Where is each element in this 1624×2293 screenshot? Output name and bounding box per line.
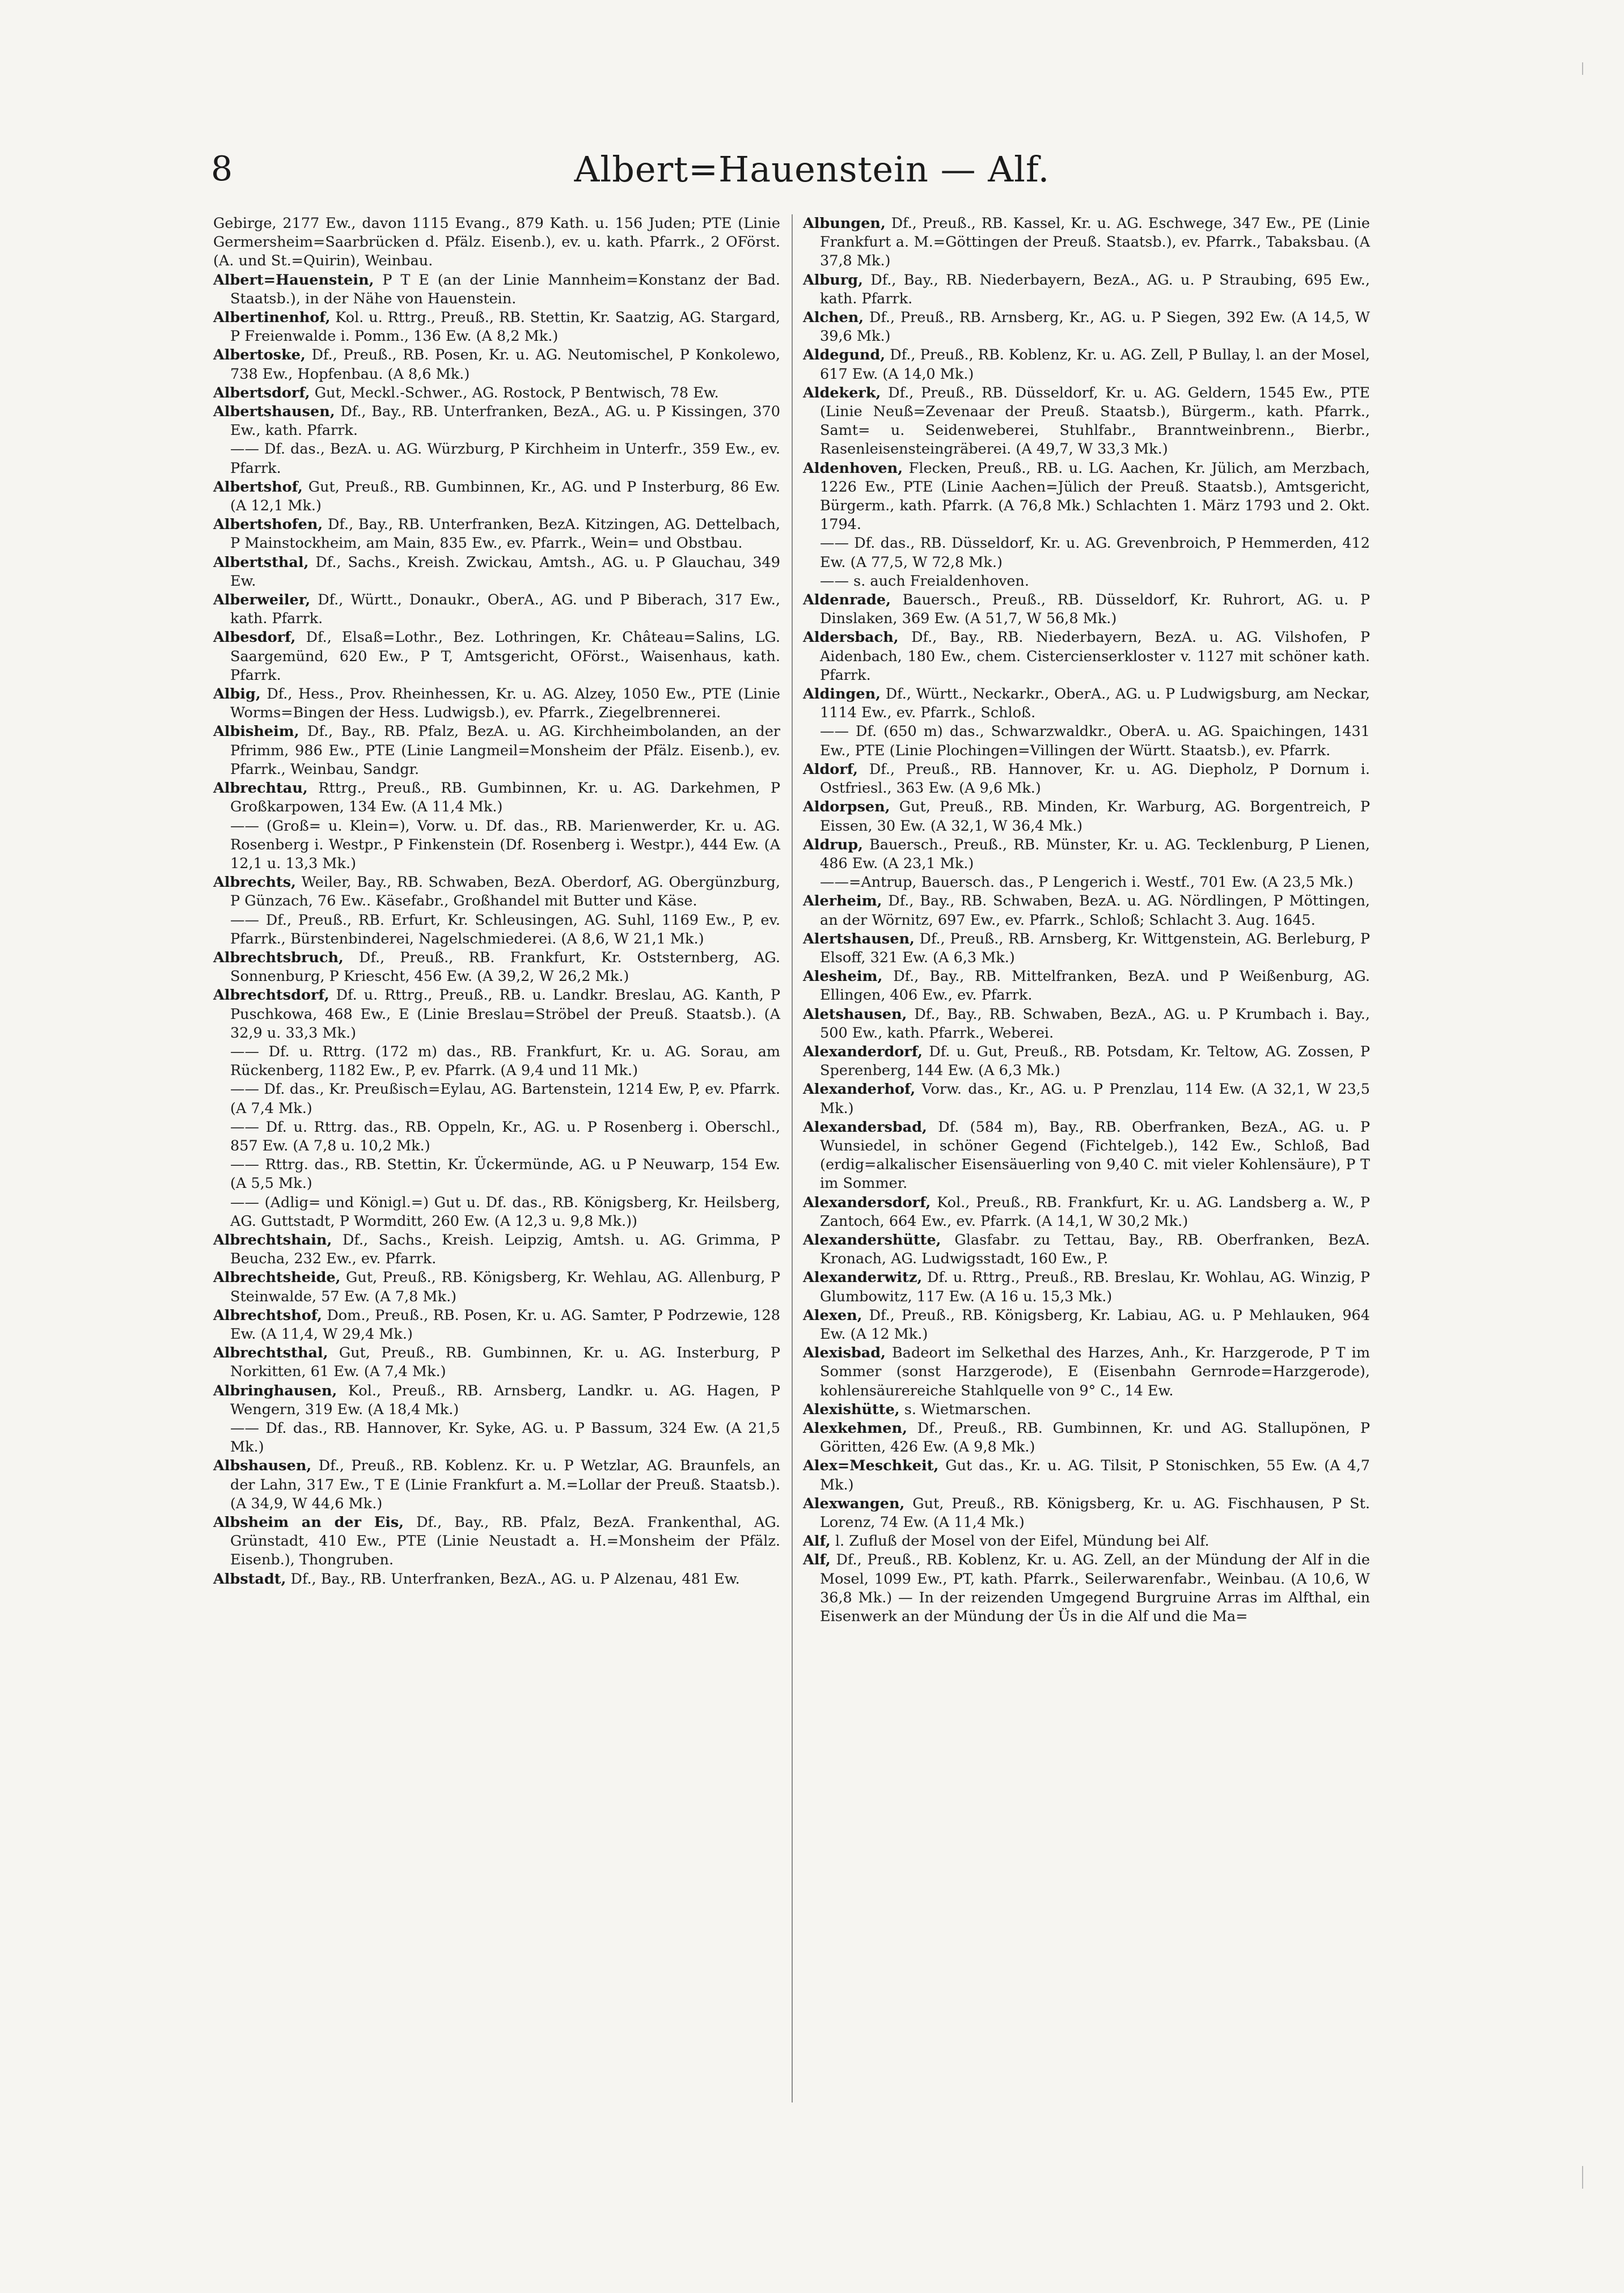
entry-headword: Albertshofen, xyxy=(213,516,323,534)
dictionary-entry xyxy=(213,1156,780,1193)
entry-headword: Albert=Hauenstein, xyxy=(213,271,374,289)
dictionary-entry xyxy=(803,798,1370,835)
dictionary-entry xyxy=(803,1118,1370,1194)
entry-text: P T E (an der Linie Mannheim=Konstanz der Bad. Staatsb.), in der Nähe von Hauenstein. xyxy=(230,271,780,307)
entry-headword: Alexanderdorf, xyxy=(803,1043,923,1060)
dictionary-entry xyxy=(213,1080,780,1118)
entry-text: Bauersch., Preuß., RB. Düsseldorf, Kr. Ruhrort, AG. u. P Dinslaken, 369 Ew. (A 51,7, W 56,8 Mk.) xyxy=(820,591,1370,628)
dictionary-entry xyxy=(213,1570,780,1589)
dictionary-entry xyxy=(213,1382,780,1419)
entry-headword: Alexkehmen, xyxy=(803,1420,907,1437)
dictionary-entry xyxy=(803,1005,1370,1043)
entry-headword: Alexwangen, xyxy=(803,1495,905,1512)
entry-headword: Aldenhoven, xyxy=(803,459,903,477)
entry-text: Df., Bay., RB. Pfalz, BezA. Frankenthal, AG. Grünstadt, 410 Ew., PTE (Linie Neustadt a. H.=Monsheim der Pfälz. Eisenb.), Thongruben. xyxy=(230,1514,780,1569)
dictionary-entry xyxy=(803,346,1370,383)
entry-headword: Alburg, xyxy=(803,271,863,289)
entry-text: —— Df. u. Rttrg. das., RB. Oppeln, Kr., AG. u. P Rosenberg i. Oberschl., 857 Ew. (A 7,8 u. 10,2 Mk.) xyxy=(230,1118,780,1154)
entry-text: —— (Adlig= und Königl.=) Gut u. Df. das., RB. Königsberg, Kr. Heilsberg, AG. Guttstadt, P Wormditt, 260 Ew. (A 12,3 u. 9,8 Mk.)) xyxy=(230,1194,780,1230)
entry-headword: Albertsthal, xyxy=(213,553,309,571)
entry-headword: Alchen, xyxy=(803,309,864,327)
entry-text: Df., Bay., RB. Schwaben, BezA., AG. u. P Krumbach i. Bay., 500 Ew., kath. Pfarrk., Weberei. xyxy=(820,1005,1370,1042)
entry-headword: Aldegund, xyxy=(803,346,886,364)
entry-headword: Alf, xyxy=(803,1533,831,1550)
entry-text: Gut, Preuß., RB. Königsberg, Kr. u. AG. Fischhausen, P St. Lorenz, 74 Ew. (A 11,4 Mk.) xyxy=(820,1495,1370,1532)
dictionary-entry xyxy=(213,308,780,346)
entry-text: Df., Preuß., RB. Arnsberg, Kr., AG. u. P Siegen, 392 Ew. (A 14,5, W 39,6 Mk.) xyxy=(820,309,1370,345)
entry-text: Gut, Meckl.-Schwer., AG. Rostock, P Bentwisch, 78 Ew. xyxy=(310,384,719,401)
dictionary-entry xyxy=(213,271,780,308)
dictionary-entry xyxy=(213,779,780,816)
entry-text: Gut, Preuß., RB. Gumbinnen, Kr., AG. und P Insterburg, 86 Ew. (A 12,1 Mk.) xyxy=(230,478,780,515)
entry-headword: Albrechtsheide, xyxy=(213,1269,341,1287)
entry-text: Df., Bay., RB. Niederbayern, BezA. u. AG. Vilshofen, P Aidenbach, 180 Ew., chem. Cistercienserkloster v. 1127 mit schöner kath. Pfarrk. xyxy=(820,629,1370,684)
entry-text: —— Df. (650 m) das., Schwarzwaldkr., OberA. u. AG. Spaichingen, 1431 Ew., PTE (Linie Plochingen=Villingen der Württ. Staatsb.), ev. Pfarrk. xyxy=(820,723,1370,759)
entry-headword: Aldorpsen, xyxy=(803,798,890,816)
column-divider xyxy=(792,214,793,2102)
entry-headword: Albertshof, xyxy=(213,478,303,496)
entry-headword: Albrechtsbruch, xyxy=(213,949,344,966)
dictionary-entry xyxy=(213,214,780,271)
entry-headword: Aldekerk, xyxy=(803,384,881,401)
entry-text: Df., Preuß., RB. Gumbinnen, Kr. und AG. Stallupönen, P Göritten, 426 Ew. (A 9,8 Mk.) xyxy=(820,1420,1370,1456)
entry-text: Df., Preuß., RB. Koblenz. Kr. u. P Wetzlar, AG. Braunfels, an der Lahn, 317 Ew., T E (Linie Frankfurt a. M.=Lollar der Preuß. Staatsb.). (A 34,9, W 44,6 Mk.) xyxy=(230,1457,780,1512)
entry-headword: Albertinenhof, xyxy=(213,309,331,327)
dictionary-entry xyxy=(803,591,1370,628)
entry-text: Df., Preuß., RB. Frankfurt, Kr. Oststernberg, AG. Sonnenburg, P Kriescht, 456 Ew. (A 39,2, W 26,2 Mk.) xyxy=(230,949,780,985)
entry-text: Rttrg., Preuß., RB. Gumbinnen, Kr. u. AG. Darkehmen, P Großkarpowen, 134 Ew. (A 11,4 Mk.) xyxy=(230,780,780,816)
entry-headword: Albstadt, xyxy=(213,1570,286,1588)
entry-text: Kol. u. Rttrg., Preuß., RB. Stettin, Kr. Saatzig, AG. Stargard, P Freienwalde i. Pomm., 136 Ew. (A 8,2 Mk.) xyxy=(230,309,780,345)
dictionary-entry xyxy=(803,308,1370,346)
dictionary-entry xyxy=(803,1551,1370,1626)
entry-text: Df., Preuß., RB. Düsseldorf, Kr. u. AG. Geldern, 1545 Ew., PTE (Linie Neuß=Zevenaar der Preuß. Staatsb.), Bürgerm., kath. Pfarrk., Samt= u. Seidenweberei, Stuhlfabr., Branntweinbrenn., Bierbr., Rasenleisensteingräberei. (A 49,7, W 33,3 Mk.) xyxy=(820,384,1370,458)
entry-text: —— Rttrg. das., RB. Stettin, Kr. Ückermünde, AG. u P Neuwarp, 154 Ew. (A 5,5 Mk.) xyxy=(230,1156,780,1192)
dictionary-entry xyxy=(803,1532,1370,1551)
dictionary-entry xyxy=(803,271,1370,308)
entry-headword: Albshausen, xyxy=(213,1457,312,1475)
entry-headword: Albesdorf, xyxy=(213,629,296,646)
entry-text: Badeort im Selkethal des Harzes, Anh., Kr. Harzgerode, P T im Sommer (sonst Harzgerode), E (Eisenbahn Gernrode=Harzgerode), kohlensäurereiche Stahlquelle von 9° C., 14 Ew. xyxy=(820,1344,1370,1399)
entry-text: Df., Württ., Donaukr., OberA., AG. und P Biberach, 317 Ew., kath. Pfarrk. xyxy=(230,591,780,628)
dictionary-entry xyxy=(803,685,1370,722)
dictionary-entry xyxy=(213,1513,780,1570)
column-right xyxy=(803,214,1370,1626)
entry-headword: Albrechtau, xyxy=(213,780,308,797)
entry-headword: Alf, xyxy=(803,1551,831,1569)
dictionary-entry xyxy=(213,722,780,779)
dictionary-entry xyxy=(213,1118,780,1156)
entry-text: Df., Bay., RB. Pfalz, BezA. u. AG. Kirchheimbolanden, an der Pfrimm, 986 Ew., PTE (Linie Langmeil=Monsheim der Pfälz. Eisenb.), ev. Pfarrk., Weinbau, Sandgr. xyxy=(230,723,780,778)
entry-headword: Alexandersbad, xyxy=(803,1118,927,1136)
entry-text: Df., Bay., RB. Mittelfranken, BezA. und P Weißenburg, AG. Ellingen, 406 Ew., ev. Pfarrk. xyxy=(820,968,1370,1004)
entry-text: s. Wietmarschen. xyxy=(899,1401,1031,1418)
dictionary-entry xyxy=(213,553,780,591)
entry-text: Df. u. Rttrg., Preuß., RB. Breslau, Kr. Wohlau, AG. Winzig, P Glumbowitz, 117 Ew. (A 16 u. 15,3 Mk.) xyxy=(820,1269,1370,1305)
entry-headword: Alexanderwitz, xyxy=(803,1269,923,1287)
entry-text: Df., Elsaß=Lothr., Bez. Lothringen, Kr. Château=Salins, LG. Saargemünd, 620 Ew., P T, Amtsgericht, OFörst., Waisenhaus, kath. Pfarrk. xyxy=(230,629,780,684)
entry-text: Df., Preuß., RB. Arnsberg, Kr. Wittgenstein, AG. Berleburg, P Elsoff, 321 Ew. (A 6,3 Mk.) xyxy=(820,930,1370,966)
dictionary-entry xyxy=(213,685,780,722)
dictionary-entry xyxy=(803,1194,1370,1231)
entry-text: —— (Groß= u. Klein=), Vorw. u. Df. das., RB. Marienwerder, Kr. u. AG. Rosenberg i. Westpr., P Finkenstein (Df. Rosenberg i. Westpr.), 444 Ew. (A 12,1 u. 13,3 Mk.) xyxy=(230,817,780,872)
entry-text: Dom., Preuß., RB. Posen, Kr. u. AG. Samter, P Podrzewie, 128 Ew. (A 11,4, W 29,4 Mk.) xyxy=(230,1306,780,1343)
entry-headword: Albungen, xyxy=(803,215,886,232)
entry-text: Vorw. das., Kr., AG. u. P Prenzlau, 114 Ew. (A 32,1, W 23,5 Mk.) xyxy=(820,1081,1370,1117)
entry-headword: Albrechtsthal, xyxy=(213,1344,328,1362)
entry-text: Df. u. Gut, Preuß., RB. Potsdam, Kr. Teltow, AG. Zossen, P Sperenberg, 144 Ew. (A 6,3 Mk.) xyxy=(820,1043,1370,1080)
dictionary-entry xyxy=(803,967,1370,1005)
entry-headword: Albertshausen, xyxy=(213,403,335,421)
entry-headword: Aldrup, xyxy=(803,836,863,853)
dictionary-entry xyxy=(803,892,1370,929)
entry-text: Gut das., Kr. u. AG. Tilsit, P Stonischken, 55 Ew. (A 4,7 Mk.) xyxy=(820,1457,1370,1494)
dictionary-entry xyxy=(213,817,780,874)
entry-text: Df., Preuß., RB. Hannover, Kr. u. AG. Diepholz, P Dornum i. Ostfriesl., 363 Ew. (A 9,6 Mk.) xyxy=(820,760,1370,797)
entry-headword: Alexandershütte, xyxy=(803,1231,941,1249)
entry-text: Df., Preuß., RB. Posen, Kr. u. AG. Neutomischel, P Konkolewo, 738 Ew., Hopfenbau. (A 8,6 Mk.) xyxy=(230,346,780,383)
dictionary-entry xyxy=(803,1495,1370,1532)
entry-text: Df., Preuß., RB. Kassel, Kr. u. AG. Eschwege, 347 Ew., PE (Linie Frankfurt a. M.=Göttingen der Preuß. Staatsb.), ev. Pfarrk., Tabaksbau. (A 37,8 Mk.) xyxy=(820,215,1370,270)
entry-text: Gut, Preuß., RB. Königsberg, Kr. Wehlau, AG. Allenburg, P Steinwalde, 57 Ew. (A 7,8 Mk.) xyxy=(230,1269,780,1305)
column-left xyxy=(213,214,780,1589)
entry-text: Df., Preuß., RB. Königsberg, Kr. Labiau, AG. u. P Mehlauken, 964 Ew. (A 12 Mk.) xyxy=(820,1306,1370,1343)
dictionary-entry xyxy=(803,384,1370,459)
entry-text: Glasfabr. zu Tettau, Bay., RB. Oberfranken, BezA. Kronach, AG. Ludwigsstadt, 160 Ew., P. xyxy=(820,1231,1370,1268)
entry-headword: Aldingen, xyxy=(803,686,881,703)
entry-text: Df., Bay., RB. Niederbayern, BezA., AG. u. P Straubing, 695 Ew., kath. Pfarrk. xyxy=(820,271,1370,307)
entry-headword: Albrechts, xyxy=(213,874,297,891)
entry-text: Df., Sachs., Kreish. Zwickau, Amtsh., AG. u. P Glauchau, 349 Ew. xyxy=(230,553,780,590)
dictionary-entry xyxy=(213,591,780,628)
entry-headword: Alexanderhof, xyxy=(803,1081,916,1098)
dictionary-entry xyxy=(803,1457,1370,1494)
dictionary-entry xyxy=(803,930,1370,967)
dictionary-entry xyxy=(213,478,780,515)
entry-text: —— Df., Preuß., RB. Erfurt, Kr. Schleusingen, AG. Suhl, 1169 Ew., P, ev. Pfarrk., Bürstenbinderei, Nagelschmiederei. (A 8,6, W 21,1 Mk.) xyxy=(230,911,780,947)
dictionary-entry xyxy=(803,722,1370,760)
entry-text: Df., Bay., RB. Unterfranken, BezA., AG. u. P Kissingen, 370 Ew., kath. Pfarrk. xyxy=(230,403,780,439)
entry-headword: Aldersbach, xyxy=(803,629,899,646)
dictionary-entry xyxy=(213,1194,780,1231)
entry-text: Kol., Preuß., RB. Frankfurt, Kr. u. AG. Landsberg a. W., P Zantoch, 664 Ew., ev. Pfarrk. (A 14,1, W 30,2 Mk.) xyxy=(820,1194,1370,1230)
entry-headword: Albertsdorf, xyxy=(213,384,310,401)
dictionary-entry xyxy=(803,760,1370,798)
entry-text: —— Df. das., RB. Düsseldorf, Kr. u. AG. Grevenbroich, P Hemmerden, 412 Ew. (A 77,5, W 72,8 Mk.) xyxy=(820,535,1370,571)
entry-text: Df., Sachs., Kreish. Leipzig, Amtsh. u. AG. Grimma, P Beucha, 232 Ew., ev. Pfarrk. xyxy=(230,1231,780,1268)
entry-text: Gut, Preuß., RB. Gumbinnen, Kr. u. AG. Insterburg, P Norkitten, 61 Ew. (A 7,4 Mk.) xyxy=(230,1344,780,1381)
entry-headword: Aldorf, xyxy=(803,760,858,778)
entry-headword: Aldenrade, xyxy=(803,591,891,609)
entry-text: Df., Württ., Neckarkr., OberA., AG. u. P Ludwigsburg, am Neckar, 1114 Ew., ev. Pfarrk., Schloß. xyxy=(820,686,1370,722)
entry-text: —— Df. das., Kr. Preußisch=Eylau, AG. Bartenstein, 1214 Ew, P, ev. Pfarrk. (A 7,4 Mk.) xyxy=(230,1081,780,1117)
dictionary-entry xyxy=(803,1306,1370,1344)
dictionary-entry xyxy=(803,873,1370,892)
dictionary-entry xyxy=(803,1231,1370,1268)
dictionary-entry xyxy=(213,515,780,553)
entry-text: —— Df. u. Rttrg. (172 m) das., RB. Frankfurt, Kr. u. AG. Sorau, am Rückenberg, 1182 Ew., P, ev. Pfarrk. (A 9,4 und 11 Mk.) xyxy=(230,1043,780,1080)
dictionary-entry xyxy=(213,949,780,986)
dictionary-entry xyxy=(213,1457,780,1513)
dictionary-entry xyxy=(213,384,780,403)
dictionary-entry xyxy=(803,1344,1370,1401)
dictionary-entry xyxy=(213,628,780,685)
entry-text: Df., Hess., Prov. Rheinhessen, Kr. u. AG. Alzey, 1050 Ew., PTE (Linie Worms=Bingen der Hess. Ludwigsb.), ev. Pfarrk., Ziegelbrennerei. xyxy=(230,686,780,722)
entry-text: Gut, Preuß., RB. Minden, Kr. Warburg, AG. Borgentreich, P Eissen, 30 Ew. (A 32,1, W 36,4 Mk.) xyxy=(820,798,1370,835)
entry-headword: Alberweiler, xyxy=(213,591,311,609)
dictionary-entry xyxy=(213,1419,780,1457)
dictionary-entry xyxy=(213,403,780,440)
dictionary-entry xyxy=(803,1080,1370,1118)
dictionary-entry xyxy=(213,873,780,911)
entry-headword: Albsheim an der Eis, xyxy=(213,1514,404,1532)
entry-text: Df., Bay., RB. Unterfranken, BezA., AG. u. P Alzenau, 481 Ew. xyxy=(286,1570,740,1588)
dictionary-entry xyxy=(803,628,1370,685)
edge-mark-bottom xyxy=(1582,2166,1583,2189)
dictionary-entry xyxy=(803,1401,1370,1419)
entry-text: —— Df. das., BezA. u. AG. Würzburg, P Kirchheim in Unterfr., 359 Ew., ev. Pfarrk. xyxy=(230,441,780,477)
entry-text: ——=Antrup, Bauersch. das., P Lengerich i. Westf., 701 Ew. (A 23,5 Mk.) xyxy=(820,874,1354,891)
entry-headword: Albisheim, xyxy=(213,723,299,741)
entry-text: Df., Preuß., RB. Koblenz, Kr. u. AG. Zell, P Bullay, l. an der Mosel, 617 Ew. (A 14,0 Mk.) xyxy=(820,346,1370,383)
entry-headword: Albringhausen, xyxy=(213,1382,337,1399)
dictionary-entry xyxy=(803,1043,1370,1080)
page-number: 8 xyxy=(211,149,233,189)
dictionary-entry xyxy=(213,346,780,383)
entry-headword: Albrechtsdorf, xyxy=(213,987,329,1004)
entry-headword: Alexen, xyxy=(803,1306,862,1324)
dictionary-entry xyxy=(213,1268,780,1306)
dictionary-entry xyxy=(803,459,1370,535)
entry-text: Df., Bay., RB. Unterfranken, BezA. Kitzingen, AG. Dettelbach, P Mainstockheim, am Main, 835 Ew., ev. Pfarrk., Wein= und Obstbau. xyxy=(230,516,780,552)
entry-text: —— Df. das., RB. Hannover, Kr. Syke, AG. u. P Bassum, 324 Ew. (A 21,5 Mk.) xyxy=(230,1420,780,1456)
dictionary-entry xyxy=(213,986,780,1043)
entry-headword: Albertoske, xyxy=(213,346,306,364)
dictionary-entry xyxy=(213,1306,780,1344)
dictionary-entry xyxy=(213,911,780,949)
dictionary-entry xyxy=(803,572,1370,591)
entry-text: Df. u. Rttrg., Preuß., RB. u. Landkr. Breslau, AG. Kanth, P Puschkowa, 468 Ew., E (Linie Breslau=Ströbel der Preuß. Staatsb.). (A 32,9 u. 33,3 Mk.) xyxy=(230,987,780,1042)
entry-text: Bauersch., Preuß., RB. Münster, Kr. u. AG. Tecklenburg, P Lienen, 486 Ew. (A 23,1 Mk.) xyxy=(820,836,1370,872)
entry-text: Df., Bay., RB. Schwaben, BezA. u. AG. Nördlingen, P Möttingen, an der Wörnitz, 697 Ew., ev. Pfarrk., Schloß; Schlacht 3. Aug. 1645. xyxy=(820,892,1370,929)
entry-text: l. Zufluß der Mosel von der Eifel, Mündung bei Alf. xyxy=(830,1533,1209,1550)
entry-text: Kol., Preuß., RB. Arnsberg, Landkr. u. AG. Hagen, P Wengern, 319 Ew. (A 18,4 Mk.) xyxy=(230,1382,780,1418)
entry-headword: Albig, xyxy=(213,686,261,703)
dictionary-entry xyxy=(213,1231,780,1268)
entry-headword: Alesheim, xyxy=(803,968,883,985)
entry-text: —— s. auch Freialdenhoven. xyxy=(820,572,1029,590)
entry-headword: Aletshausen, xyxy=(803,1005,907,1023)
entry-headword: Alerheim, xyxy=(803,892,882,910)
running-head: Albert=Hauenstein — Alf. xyxy=(574,149,1050,190)
dictionary-entry xyxy=(213,440,780,477)
dictionary-entry xyxy=(803,1419,1370,1457)
entry-headword: Alexandersdorf, xyxy=(803,1194,931,1211)
entry-text: Df. (584 m), Bay., RB. Oberfranken, BezA., AG. u. P Wunsiedel, in schöner Gegend (Fichtelgeb.), 142 Ew., Schloß, Bad (erdig=alkalischer Eisensäuerling von 9,40 C. mit vieler Kohlensäure), P T im Sommer. xyxy=(820,1118,1370,1192)
dictionary-entry xyxy=(803,214,1370,271)
entry-text: Df., Preuß., RB. Koblenz, Kr. u. AG. Zell, an der Mündung der Alf in die Mosel, 1099 Ew., PT, kath. Pfarrk., Seilerwarenfabr., Weinbau. (A 10,6, W 36,8 Mk.) — In der reizenden Umgegend Burgruine Arras im Alfthal, ein Eisenwerk an der Mündung der Üs in die Alf und die Ma= xyxy=(820,1551,1370,1626)
entry-text: Weiler, Bay., RB. Schwaben, BezA. Oberdorf, AG. Obergünzburg, P Günzach, 76 Ew.. Käsefabr., Großhandel mit Butter und Käse. xyxy=(230,874,780,910)
entry-text: Flecken, Preuß., RB. u. LG. Aachen, Kr. Jülich, am Merzbach, 1226 Ew., PTE (Linie Aachen=Jülich der Preuß. Staatsb.), Amtsgericht, Bürgerm., kath. Pfarrk. (A 76,8 Mk.) Schlachten 1. März 1793 und 2. Okt. 1794. xyxy=(820,459,1370,534)
entry-headword: Alexisbad, xyxy=(803,1344,886,1362)
entry-headword: Albrechtshain, xyxy=(213,1231,332,1249)
entry-text: Gebirge, 2177 Ew., davon 1115 Evang., 879 Kath. u. 156 Juden; PTE (Linie Germersheim=Saarbrücken d. Pfälz. Eisenb.), ev. u. kath. Pfarrk., 2 OFörst. (A. und St.=Quirin), Weinbau. xyxy=(213,215,780,270)
dictionary-entry xyxy=(213,1344,780,1381)
dictionary-entry xyxy=(213,1043,780,1080)
entry-headword: Alex=Meschkeit, xyxy=(803,1457,939,1475)
entry-headword: Albrechtshof, xyxy=(213,1306,322,1324)
dictionary-entry xyxy=(803,534,1370,572)
entry-headword: Alexishütte, xyxy=(803,1401,900,1418)
edge-mark-top xyxy=(1582,62,1583,75)
entry-headword: Alertshausen, xyxy=(803,930,915,947)
dictionary-entry xyxy=(803,836,1370,873)
dictionary-entry xyxy=(803,1268,1370,1306)
